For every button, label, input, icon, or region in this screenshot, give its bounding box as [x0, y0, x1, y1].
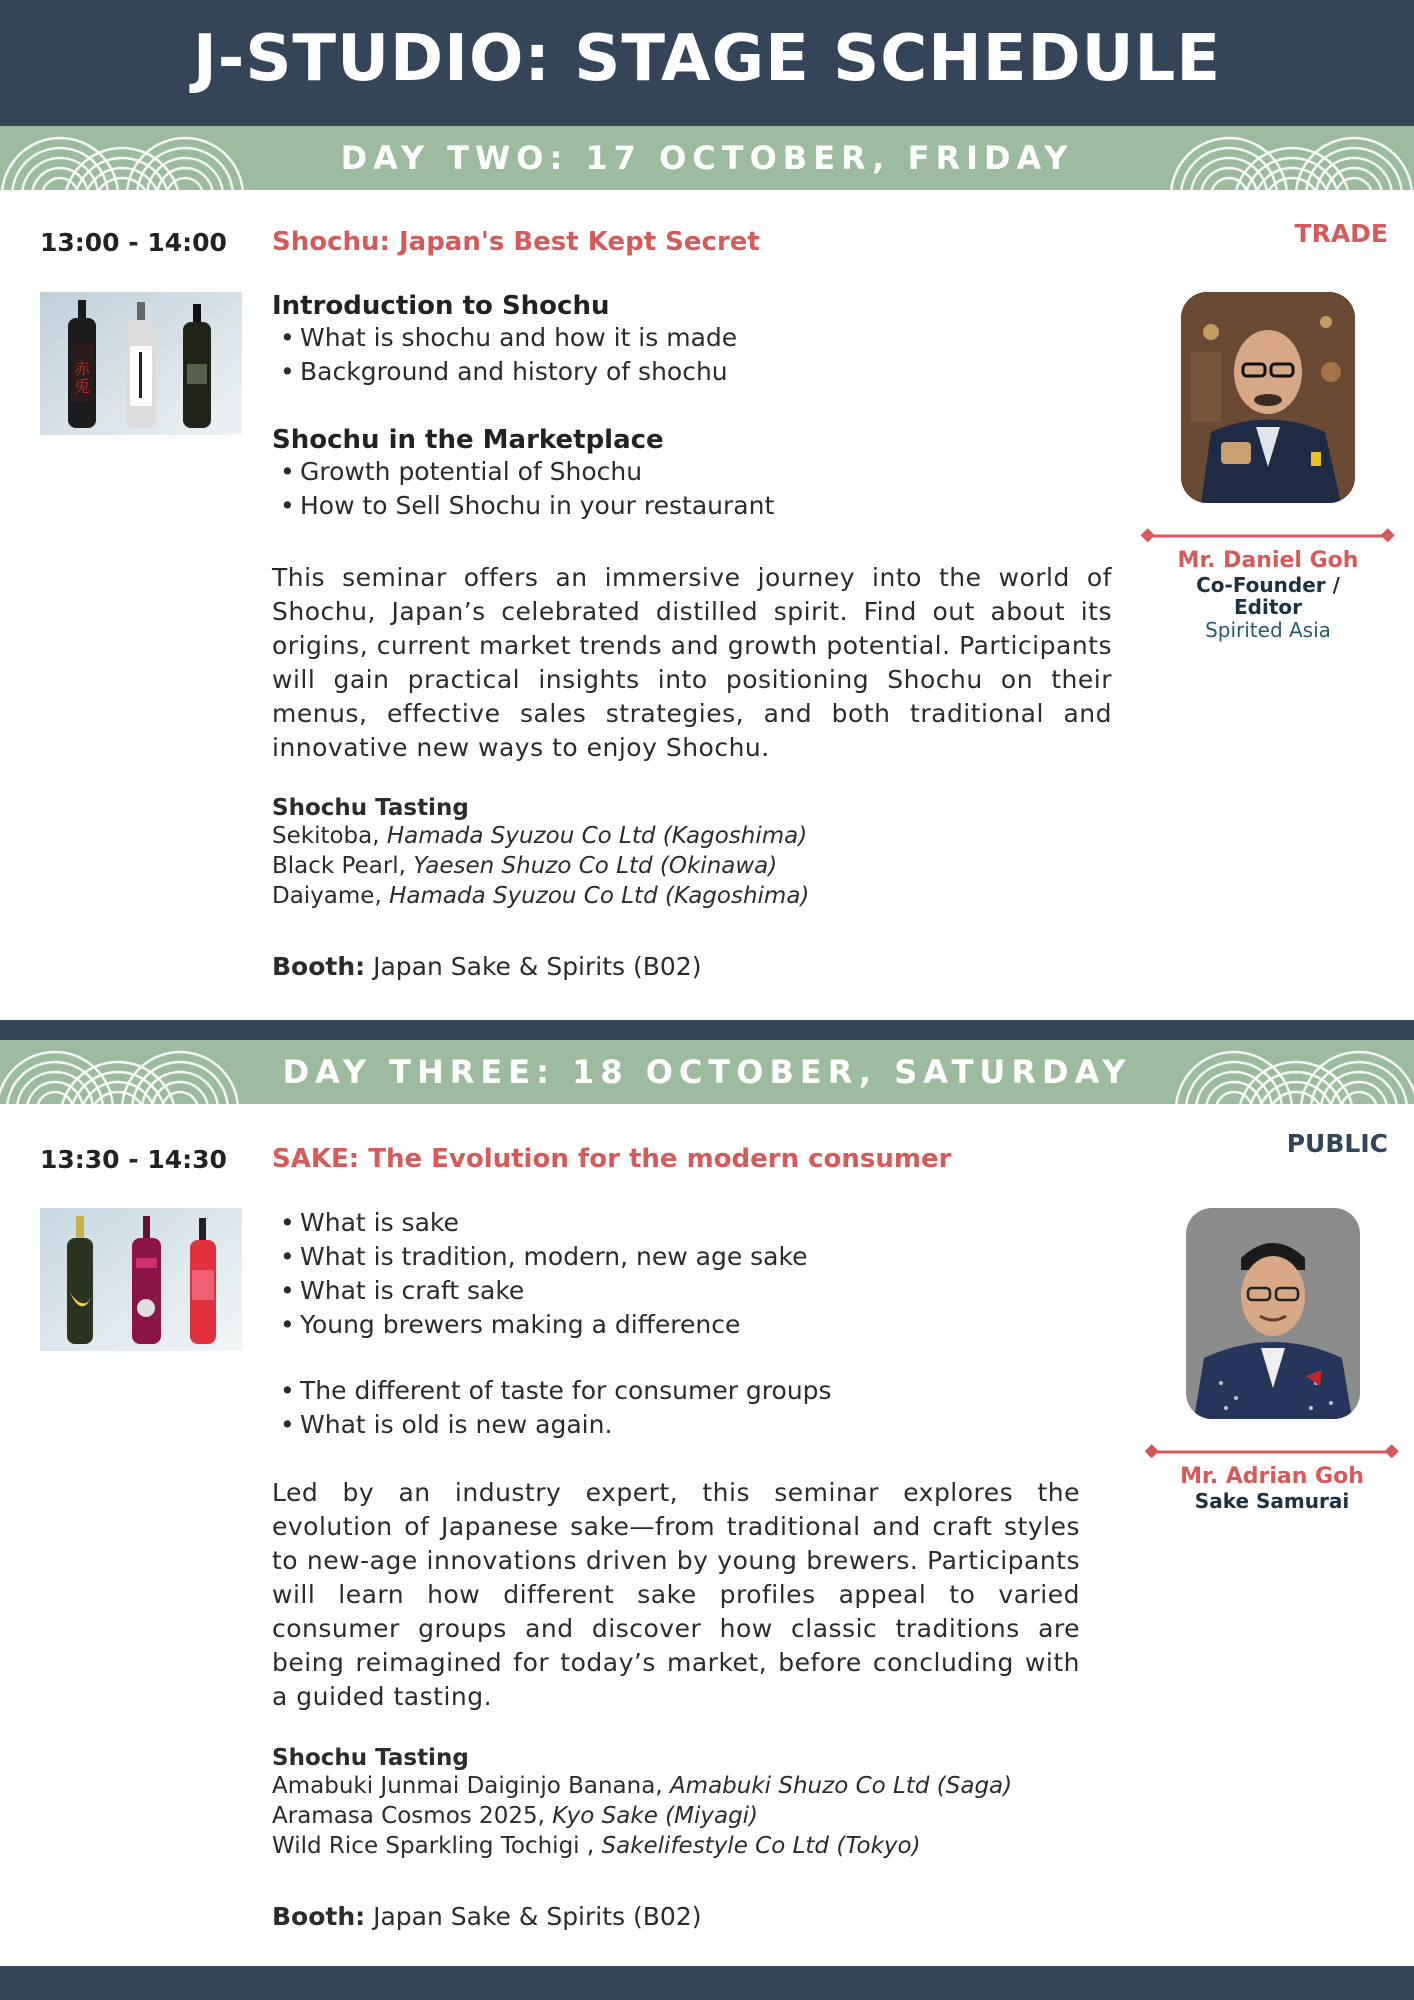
booth-info: Booth: Japan Sake & Spirits (B02): [272, 952, 702, 981]
session-time: 13:00 - 14:00: [40, 228, 227, 257]
speaker-role: Editor: [1234, 595, 1302, 619]
speaker-role: Sake Samurai: [1194, 1489, 1350, 1513]
speaker-photo: [1181, 292, 1355, 503]
list-item: • What is shochu and how it is made: [272, 321, 1112, 355]
tasting-item: Sekitoba, Hamada Syuzou Co Ltd (Kagoshima): [272, 823, 808, 849]
section-heading: Introduction to Shochu: [272, 291, 610, 321]
list-item: • How to Sell Shochu in your restaurant: [272, 489, 1112, 523]
speaker-portrait: [1181, 292, 1355, 503]
speaker-photo: [1186, 1208, 1360, 1419]
session-description: Led by an industry expert, this seminar explores the evolution of Japanese sake—from traditional and craft styles to new-age innovations driven by young brewers. Participants will learn how different sake profiles appeal to varied consumer groups and discover how classic traditions are being reimagined for today’s market, before concluding with a guided tasting.: [272, 1478, 1080, 1711]
list-item: • What is craft sake: [272, 1274, 1112, 1308]
list-item: • Background and history of shochu: [272, 355, 1112, 389]
bullet-list: [272, 1374, 1112, 1442]
speaker-role: Co-Founder /: [1196, 573, 1340, 597]
bullet-list: [272, 321, 1112, 389]
page-title: J-STUDIO: STAGE SCHEDULE: [192, 22, 1222, 96]
section-divider-bar: [0, 1020, 1414, 1040]
speaker-divider: [1140, 528, 1396, 544]
list-item: • What is sake: [272, 1206, 1112, 1240]
speaker-name: Mr. Daniel Goh: [1177, 548, 1359, 573]
shochu-bottles-image: [40, 292, 242, 435]
booth-info: Booth: Japan Sake & Spirits (B02): [272, 1902, 702, 1931]
tasting-item: Daiyame, Hamada Syuzou Co Ltd (Kagoshima): [272, 883, 810, 909]
list-item: • What is old is new again.: [272, 1408, 1112, 1442]
session-title: Shochu: Japan's Best Kept Secret: [272, 227, 760, 257]
day-two-banner: [0, 126, 1414, 190]
list-item: • What is tradition, modern, new age sake: [272, 1240, 1112, 1274]
day-two-title: DAY TWO: 17 OCTOBER, FRIDAY: [340, 139, 1074, 177]
tasting-heading: Shochu Tasting: [272, 795, 469, 821]
speaker-organization: Spirited Asia: [1205, 618, 1331, 642]
audience-tag: TRADE: [1294, 219, 1388, 248]
tasting-item: Black Pearl, Yaesen Shuzo Co Ltd (Okinawa): [272, 853, 778, 879]
speaker-name: Mr. Adrian Goh: [1180, 1464, 1364, 1489]
day-three-title: DAY THREE: 18 OCTOBER, SATURDAY: [282, 1053, 1132, 1091]
session-time: 13:30 - 14:30: [40, 1145, 227, 1174]
bullet-list: [272, 1206, 1112, 1342]
audience-tag: PUBLIC: [1286, 1129, 1388, 1158]
tasting-item: Amabuki Junmai Daiginjo Banana, Amabuki Shuzo Co Ltd (Saga): [272, 1773, 1013, 1799]
bullet-list: [272, 455, 1112, 523]
list-item: • The different of taste for consumer groups: [272, 1374, 1112, 1408]
tasting-item: Aramasa Cosmos 2025, Kyo Sake (Miyagi): [272, 1803, 759, 1829]
speaker-divider: [1144, 1444, 1400, 1460]
speaker-portrait: [1186, 1208, 1360, 1419]
tasting-heading: Shochu Tasting: [272, 1745, 469, 1771]
section-heading: Shochu in the Marketplace: [272, 425, 664, 455]
session-title: SAKE: The Evolution for the modern consumer: [272, 1144, 952, 1174]
svg-text:赤: 赤: [73, 359, 91, 378]
list-item: • Growth potential of Shochu: [272, 455, 1112, 489]
session-description: This seminar offers an immersive journey into the world of Shochu, Japan’s celebrated distilled spirit. Find out about its origins, current market trends and growth potential. Participants will gain practical insights into positioning Shochu on their menus, effective sales strategies, and both traditional and innovative new ways to enjoy Shochu.: [272, 563, 1112, 762]
sake-bottles-image: [40, 1208, 242, 1351]
tasting-item: Wild Rice Sparkling Tochigi , Sakelifestyle Co Ltd (Tokyo): [272, 1833, 921, 1859]
svg-text:兎: 兎: [73, 377, 91, 396]
list-item: • Young brewers making a difference: [272, 1308, 1112, 1342]
day-three-banner: [0, 1040, 1414, 1104]
footer-bar: [0, 1966, 1414, 2000]
